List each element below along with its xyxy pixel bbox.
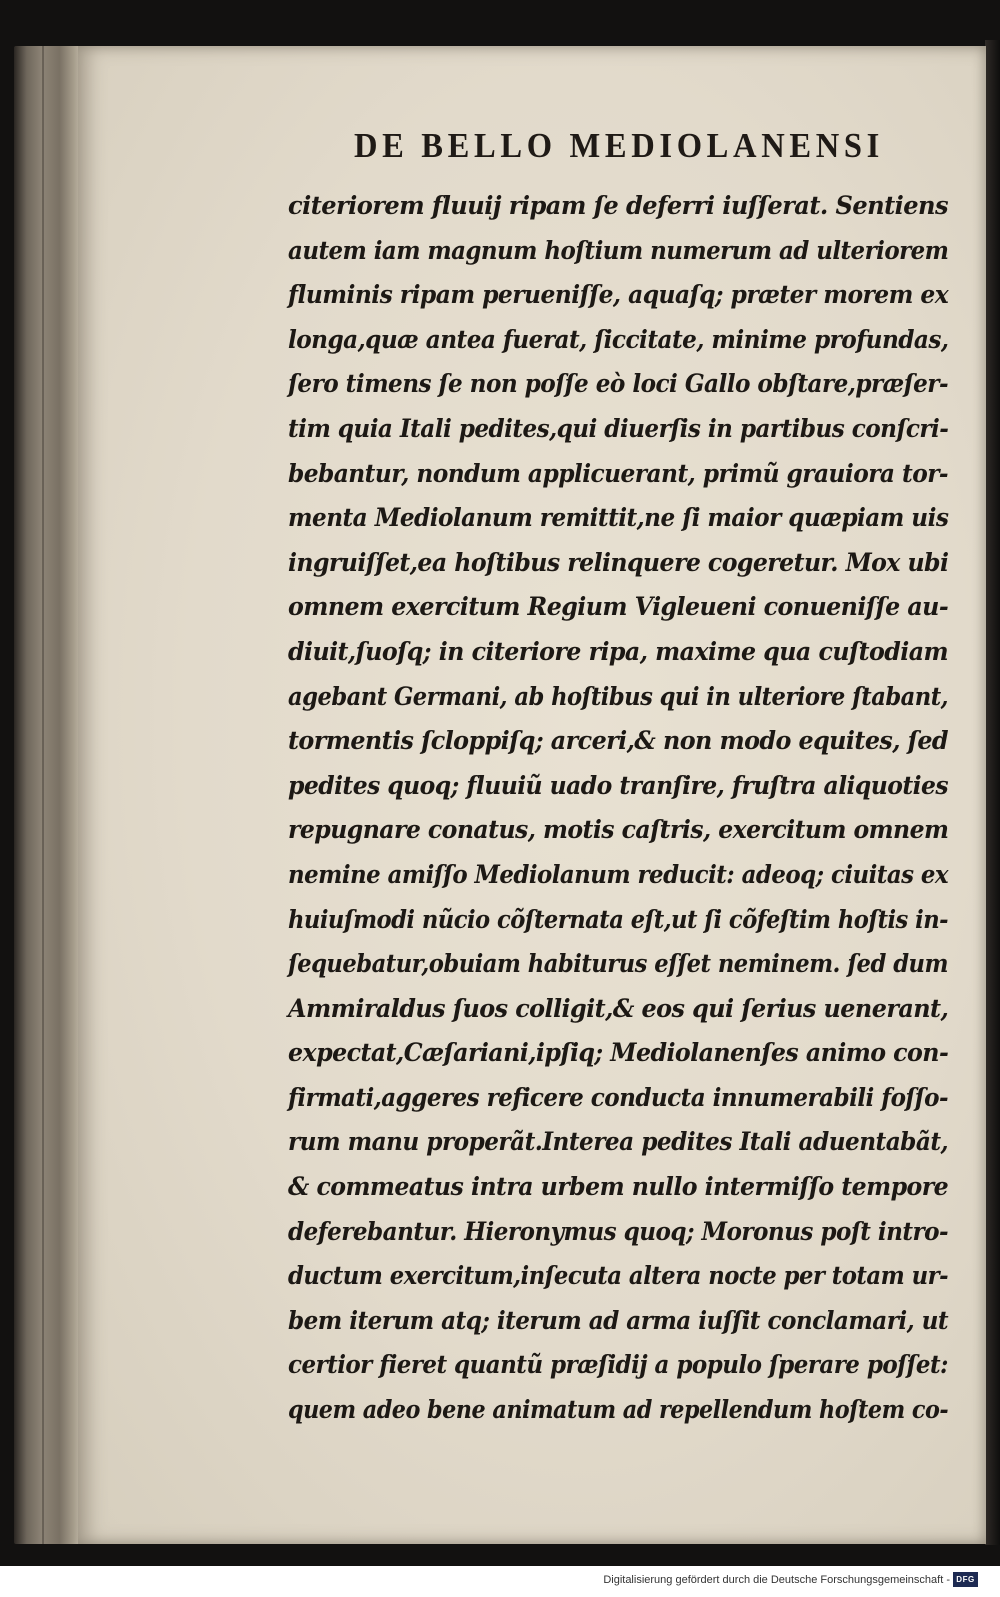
text-line: citeriorem fluuij ripam ſe deferri iuſſerat. Sentiens bbox=[288, 191, 949, 220]
book-edge bbox=[14, 46, 84, 1544]
footer-bar bbox=[0, 1566, 1000, 1597]
text-line: menta Mediolanum remittit,ne ſi maior quæpiam uis bbox=[288, 503, 949, 533]
text-line: bebantur, nondum applicuerant, primũ grauiora tor- bbox=[288, 458, 949, 488]
page-edge-shadow bbox=[985, 40, 1000, 1545]
running-head: DE BELLO MEDIOLANENSI bbox=[354, 126, 884, 165]
text-line: huiuſmodi nũcio cõſternata eſt,ut ſi cõfeſtim hoſtis in- bbox=[288, 904, 949, 934]
text-line: tim quia Itali pedites,qui diuerſis in partibus conſcri- bbox=[288, 413, 949, 443]
text-line: deferebantur. Hieronymus quoq; Moronus poſt intro- bbox=[288, 1216, 949, 1246]
text-line: diuit,ſuoſq; in citeriore ripa, maxime qua cuſtodiam bbox=[288, 636, 949, 666]
text-line: autem iam magnum hoſtium numerum ad ulteriorem bbox=[288, 235, 949, 265]
footer-credit: Digitalisierung gefördert durch die Deutsche Forschungsgemeinschaft - bbox=[603, 1574, 950, 1586]
text-line: ſequebatur,obuiam habiturus eſſet neminem. ſed dum bbox=[288, 949, 948, 979]
text-line: ſero timens ſe non poſſe eò loci Gallo obſtare,præſer- bbox=[288, 369, 949, 399]
text-line: & commeatus intra urbem nullo intermiſſo tempore bbox=[288, 1172, 949, 1202]
text-line: longa,quæ antea fuerat, ſiccitate, minime profundas, bbox=[288, 324, 949, 354]
dfg-logo: DFG bbox=[953, 1572, 978, 1587]
text-line: omnem exercitum Regium Vigleueni conueniſſe au- bbox=[288, 592, 949, 622]
text-line: tormentis ſcloppiſq; arceri,& non modo equites, ſed bbox=[288, 726, 949, 756]
body-text bbox=[288, 184, 948, 1433]
text-line: ductum exercitum,inſecuta altera nocte per totam ur- bbox=[288, 1261, 948, 1291]
text-line: ingruiſſet,ea hoſtibus relinquere cogeretur. Mox ubi bbox=[288, 547, 949, 577]
text-line: agebant Germani, ab hoſtibus qui in ulteriore ſtabant, bbox=[288, 681, 949, 711]
book-page bbox=[78, 46, 986, 1544]
text-line: bem iterum atq; iterum ad arma iuſſit conclamari, ut bbox=[288, 1305, 949, 1335]
text-line: nemine amiſſo Mediolanum reducit: adeoq; ciuitas ex bbox=[288, 859, 949, 889]
text-line: certior fieret quantũ præſidij a populo ſperare poſſet: bbox=[288, 1350, 948, 1380]
text-line: quem adeo bene animatum ad repellendum hoſtem co- bbox=[288, 1395, 949, 1425]
text-line: firmati,aggeres reficere conducta innumerabili foſſo- bbox=[288, 1082, 949, 1112]
text-line: fluminis ripam perueniſſe, aquaſq; præter morem ex bbox=[288, 280, 949, 310]
text-line: Ammiraldus ſuos colligit,& eos qui ſerius uenerant, bbox=[288, 993, 949, 1023]
text-line: expectat,Cæſariani,ipſiq; Mediolanenſes animo con- bbox=[288, 1038, 949, 1068]
text-line: rum manu properãt.Interea pedites Itali aduentabãt, bbox=[288, 1127, 949, 1157]
text-line: repugnare conatus, motis caſtris, exercitum omnem bbox=[288, 815, 949, 845]
text-line: pedites quoq; fluuiũ uado tranſire, fruſtra aliquoties bbox=[288, 770, 948, 800]
